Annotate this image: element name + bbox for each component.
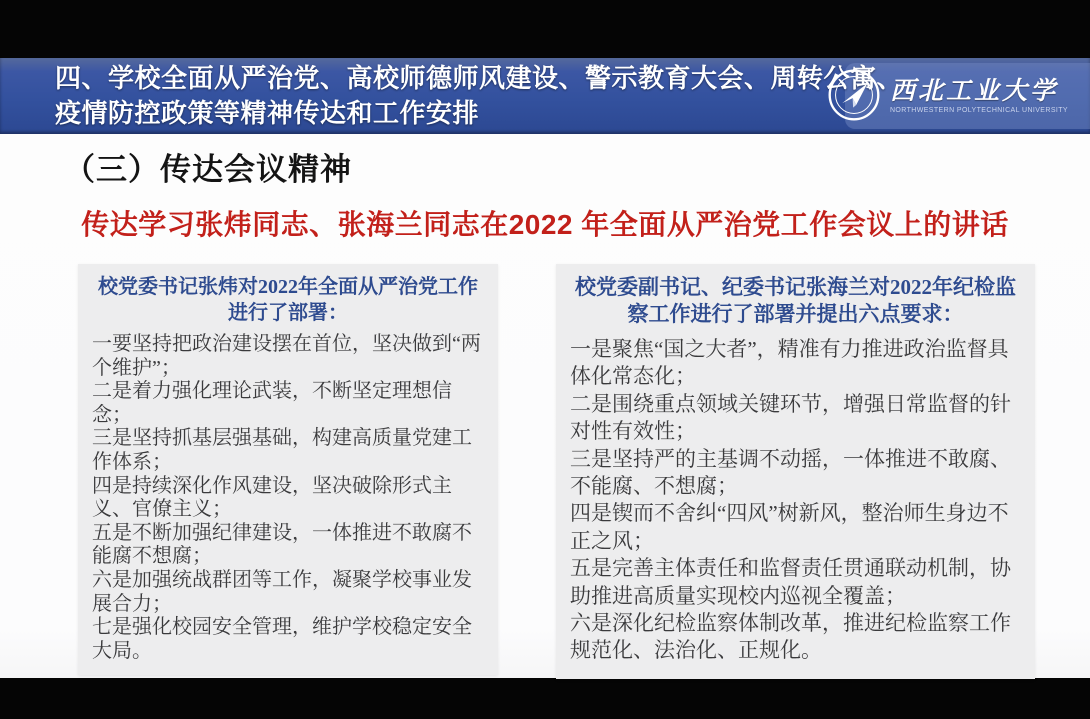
section-title: （三）传达会议精神 [64,152,352,187]
right-panel-heading: 校党委副书记、纪委书记张海兰对2022年纪检监察工作进行了部署并提出六点要求： [575,275,1016,326]
left-panel-heading: 校党委书记张炜对2022年全面从严治党工作进行了部署： [98,276,478,324]
header-title-line1: 四、学校全面从严治党、高校师德师风建设、警示教育大会、周转公寓、 [55,63,904,93]
right-panel-item: 四是锲而不舍纠“四风”树新风，整治师生身边不正之风； [570,501,1009,553]
right-panel-item: 三是坚持严的主基调不动摇，一体推进不敢腐、不能腐、不想腐； [570,446,1011,499]
left-panel-item: 五是不断加强纪律建设，一体推进不敢腐不能腐不想腐； [92,521,472,568]
slide-header-band [0,58,1090,134]
left-panel-item: 三是坚持抓基层强基础，构建高质量党建工作体系； [92,427,472,473]
right-panel-item: 六是深化纪检监察体制改革，推进纪检监察工作规范化、法治化、正规化。 [570,611,1011,663]
university-logo [827,68,1068,122]
left-panel [78,264,498,675]
right-panel-item: 一是聚焦“国之大者”，精准有力推进政治监督具体化常态化； [570,337,1009,389]
right-panel-item: 五是完善主体责任和监督责任贯通联动机制，协助推进高质量实现校内巡视全覆盖； [570,556,1011,608]
letterbox-top [0,0,1090,58]
university-emblem-icon [827,68,881,122]
presentation-slide [0,58,1090,678]
slide-subtitle: 传达学习张炜同志、张海兰同志在2022 年全面从严治党工作会议上的讲话 [81,209,1009,240]
left-panel-item: 七是强化校园安全管理，维护学校稳定安全大局。 [92,616,472,662]
letterbox-bottom [0,678,1090,719]
left-panel-item: 四是持续深化作风建设，坚决破除形式主义、官僚主义； [92,474,452,521]
university-name-en: NORTHWESTERN POLYTECHNICAL UNIVERSITY [889,106,1068,114]
left-panel-item: 六是加强统战群团等工作，凝聚学校事业发展合力； [92,568,472,615]
slide-header-title [55,61,903,131]
header-title-line2: 疫情防控政策等精神传达和工作安排 [55,98,480,128]
content-panels [78,264,1090,679]
left-panel-item: 二是着力强化理论武装，不断坚定理想信念； [92,380,452,426]
right-panel [556,264,1035,679]
university-logo-text [890,77,1068,114]
university-name-cn: 西北工业大学 [889,75,1058,105]
right-panel-item: 二是围绕重点领域关键环节，增强日常监督的针对性有效性； [570,391,1011,444]
left-panel-item: 一要坚持把政治建设摆在首位，坚决做到“两个维护”； [92,333,481,379]
